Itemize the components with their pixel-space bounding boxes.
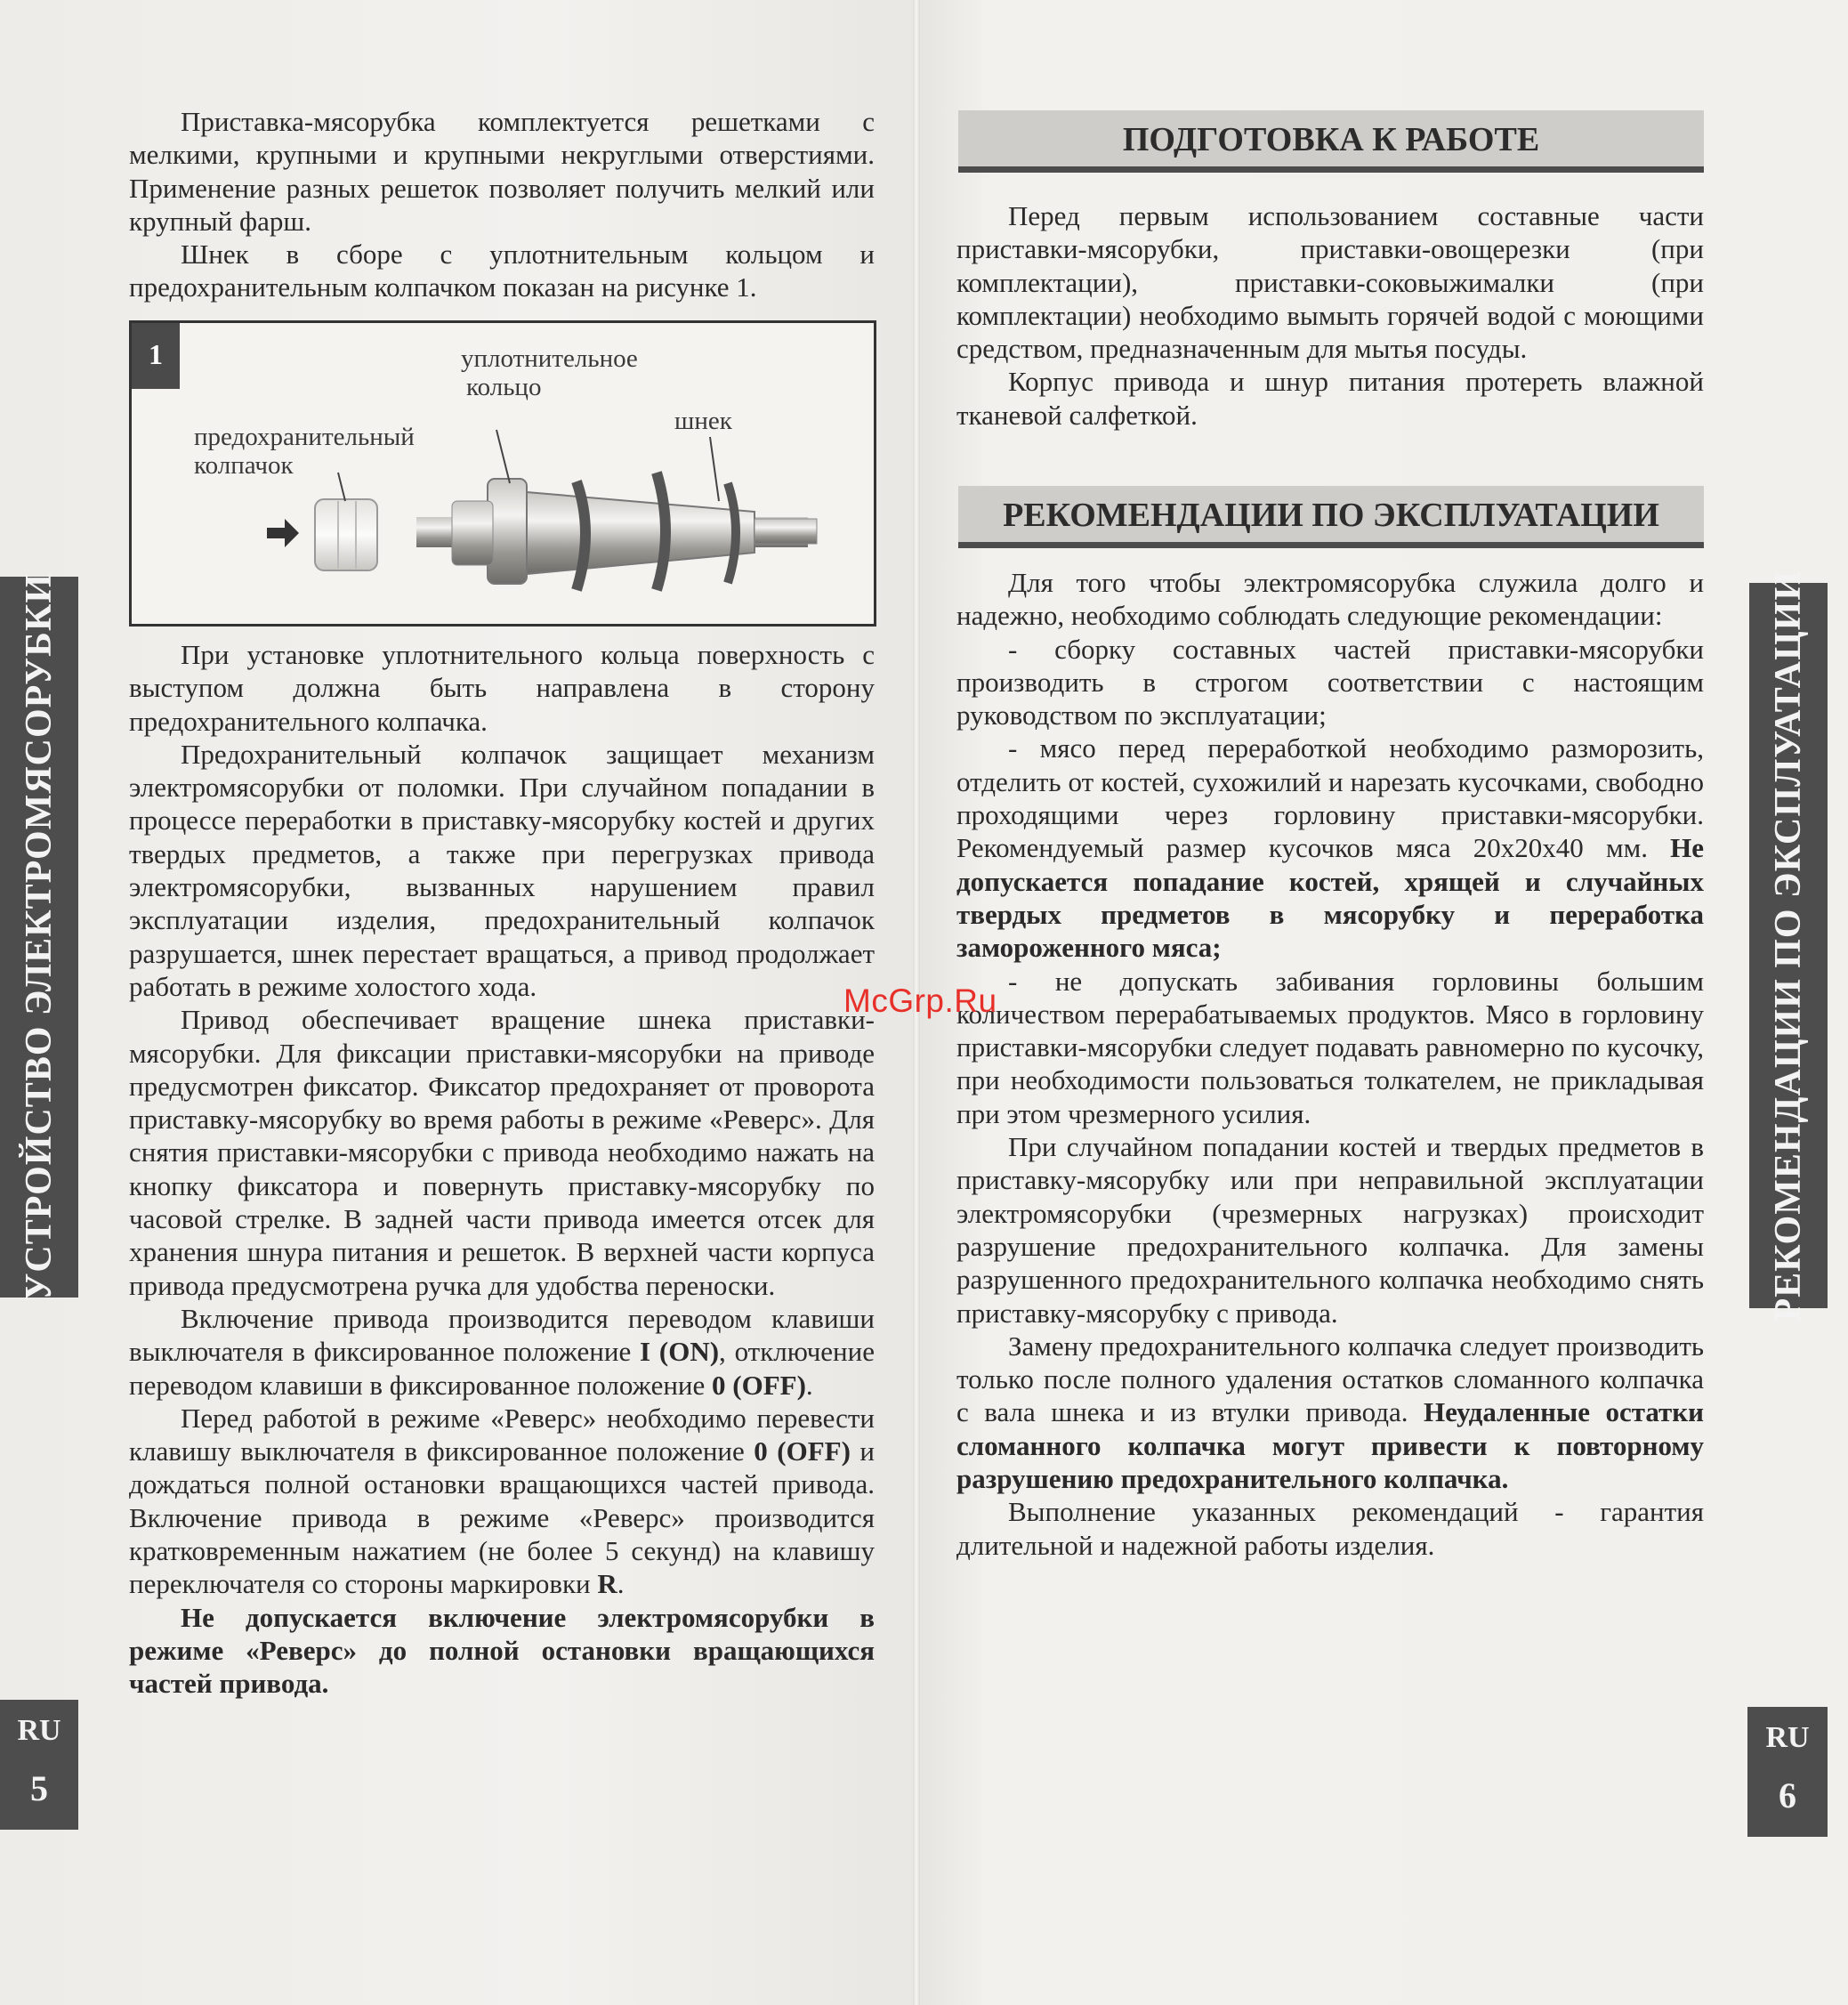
reverse-paragraph: Перед работой в режиме «Реверс» необходимо перевести клавишу выключателя в фиксированное положение 0 (OFF) и дождаться полной остановки вращающихся частей привода. Включение привода в режиме «Реверс» производится кратковременным нажатием (не более 5 секунд) на клавишу переключателя со стороны маркировки R. [129,1402,876,1600]
right-side-tab [1749,570,1828,1322]
right-badge-lang: RU [1765,1721,1810,1754]
ring-label [461,344,638,401]
right-side-tab-label: РЕКОМЕНДАЦИИ ПО ЭКСПЛУАТАЦИИ [1768,570,1809,1322]
auger-assembly-paragraph: Шнек в сборе с уплотнительным кольцом и предохранительным колпачком показан на рисунке 1. [129,238,875,303]
left-badge-lang: RU [17,1714,61,1747]
prep-wash-paragraph: Перед первым использованием составные части приставки-мясорубки, приставки-овощерезки (при комплектации), приставки-соковыжималки (при комплектации) необходимо вымыть горячей водой с моющими средством, предназначенным для мытья посуды. [956,200,1704,365]
reverse-warning: Не допускается включение электромясорубки в режиме «Реверс» до полной остановки вращающихся частей привода. [129,1601,875,1700]
rec-intro-paragraph: Для того чтобы электромясорубка служила долго и надежно, необходимо соблюдать следующие рекомендации: [956,567,1704,632]
right-page-number: 6 [1779,1775,1796,1815]
left-page-number: 5 [30,1768,48,1808]
final-paragraph: Выполнение указанных рекомендаций - гарантия длительной и надежной работы изделия. [956,1496,1704,1561]
replace-cap-paragraph: Замену предохранительного колпачка следует производить только после полного удаления остатков сломанного колпачка с вала шнека и из втулки привода. Неудаленные остатки сломанного колпачка могут привести к повторному разрушению предохранительного колпачка. [956,1330,1704,1495]
left-page-badge [0,1700,78,1830]
prep-wipe-paragraph: Корпус привода и шнур питания протереть влажной тканевой салфеткой. [956,366,1704,431]
left-side-tab [0,573,78,1301]
ring-label-line-2: кольцо [466,373,542,401]
right-text-column-lower [956,566,1704,1562]
rec-item-assembly: - сборку составных частей приставки-мясорубки производить в строгом соответствии с настоящим руководством по эксплуатации; [956,633,1704,732]
heading-recommendations: РЕКОМЕНДАЦИИ ПО ЭКСПЛУАТАЦИИ [958,486,1704,548]
right-page-badge [1747,1707,1828,1837]
rec-item-meat: - мясо перед переработкой необходимо разморозить, отделить от костей, сухожилий и нарезать кусочками, свободно проходящими через горловину приставки-мясорубки. Рекомендуемый размер кусочков мяса 20х20х40 мм. Не допускается попадание костей, хрящей и случайных твердых предметов в мясорубку и переработка замороженного мяса; [956,732,1704,964]
drive-paragraph: Привод обеспечивает вращение шнека приставки-мясорубки. Для фиксации приставки-мясорубки на приводе предусмотрен фиксатор. Фиксатор предохраняет от проворота приставку-мясорубку во время работы в режиме «Реверс». Для снятия приставки-мясорубки с привода необходимо нажать на кнопку фиксатора и повернуть приставку-мясорубку по часовой стрелке. В задней части привода имеется отсек для хранения шнура питания и решеток. В верхней части корпуса привода предусмотрена ручка для удобства переноски. [129,1004,875,1301]
ring-label-line-1: уплотнительное [461,344,638,373]
cap-label-line-1: предохранительный [194,423,415,451]
left-text-column-lower [129,638,875,1701]
switch-paragraph: Включение привода производится переводом клавиши выключателя в фиксированное положение I (ON), отключение переводом клавиши в фиксированное положение 0 (OFF). [129,1302,875,1401]
ring-install-paragraph: При установке уплотнительного кольца поверхность с выступом должна быть направлена в сторону предохранительного колпачка. [129,639,875,737]
heading-preparation: ПОДГОТОВКА К РАБОТЕ [958,110,1704,173]
auger-label: шнек [674,407,732,435]
right-text-column-top [956,199,1704,432]
figure-number: 1 [132,323,180,389]
left-side-tab-label: УСТРОЙСТВО ЭЛЕКТРОМЯСОРУБКИ [19,573,60,1301]
figure-1 [129,320,876,627]
cap-label-line-2: колпачок [194,451,294,480]
watermark: McGrp.Ru [843,982,997,1019]
bones-paragraph: При случайном попадании костей и твердых предметов в приставку-мясорубку или при неправильной эксплуатации электромясорубки (чрезмерных нагрузках) происходит разрушение предохранительного колпачка. Для замены разрушенного предохранительного колпачка необходимо снять приставку-мясорубку с привода. [956,1131,1704,1329]
grids-paragraph: Приставка-мясорубка комплектуется решетками с мелкими, крупными и крупными некруглыми отверстиями. Применение разных решеток позволяет получить мелкий или крупный фарш. [129,106,875,237]
left-text-column [129,105,875,304]
cap-label [194,423,415,480]
safety-cap-paragraph: Предохранительный колпачок защищает механизм электромясорубки от поломки. При случайном попадании в процессе переработки в приставку-мясорубку костей и других твердых предметов, а также при перегрузках привода электромясорубки, вызванных нарушением правил эксплуатации изделия, предохранительный колпачок разрушается, шнек перестает вращаться, а привод продолжает работать в режиме холостого хода. [129,738,875,1002]
rec-item-feeding: - не допускать забивания горловины большим количеством перерабатываемых продуктов. Мясо в горловину приставки-мясорубки следует подавать равномерно по кусочку, при необходимости пользоваться толкателем, не прикладывая при этом чрезмерного усилия. [956,965,1704,1129]
